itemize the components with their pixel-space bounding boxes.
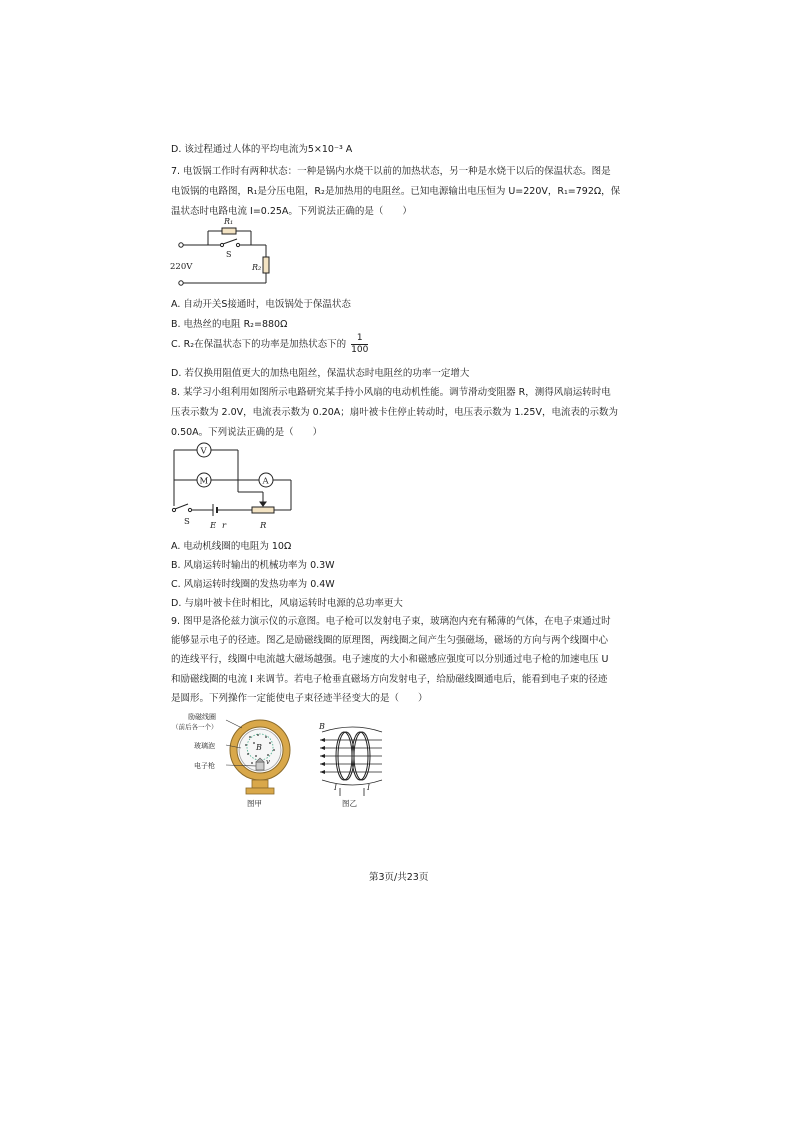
fraction-numerator: 1 (351, 333, 368, 345)
label-coil: 励磁线圈 (188, 713, 216, 721)
q8-switch-label: S (184, 517, 190, 527)
q7-r2-label: R₂ (252, 263, 262, 272)
fig-a-v-symbol: v (266, 758, 270, 766)
fig-b-caption: 图乙 (342, 799, 357, 808)
emf-label: E (210, 521, 217, 531)
q7-line: 温状态时电路电流 I=0.25A。下列说法正确的是（ ） (171, 206, 412, 217)
fig-a-caption: 图甲 (247, 799, 262, 808)
prev-option-d: D. 该过程通过人体的平均电流为5×10⁻³ A (171, 144, 353, 155)
q8-option-a: A. 电动机线圈的电阻为 10Ω (171, 541, 292, 552)
page-number: 第3页/共23页 (369, 872, 429, 883)
internal-resistance-label: r (222, 521, 227, 531)
q9-line: 是圆形。下列操作一定能使电子束径迹半径变大的是（ ） (171, 692, 428, 704)
q8-line: 压表示数为 2.0V，电流表示数为 0.20A；扇叶被卡住停止转动时，电压表示数为 1.25V，电流表的示数为 (171, 407, 618, 418)
q7-option-c-fraction (351, 333, 368, 356)
q7-option-b: B. 电热丝的电阻 R₂=880Ω (171, 319, 288, 330)
q8-option-b: B. 风扇运转时输出的机械功率为 0.3W (171, 560, 335, 571)
fig-b-i-left: I (334, 783, 337, 792)
voltmeter-symbol: V (200, 446, 207, 457)
q8-option-c: C. 风扇运转时线圈的发热功率为 0.4W (171, 579, 335, 590)
q8-line: 0.50A。下列说法正确的是（ ） (171, 427, 323, 438)
question-9-stem (171, 612, 611, 708)
q7-voltage-label: 220V (170, 262, 193, 272)
q7-option-d: D. 若仅换用阻值更大的加热电阻丝，保温状态时电阻丝的功率一定增大 (171, 368, 470, 379)
fig-a-b-symbol: B (256, 743, 262, 752)
q9-line: 9. 图甲是洛伦兹力演示仪的示意图。电子枪可以发射电子束，玻璃泡内充有稀薄的气体，在电子束通过时 (171, 616, 611, 627)
rheostat-label: R (260, 521, 267, 531)
q7-circuit-diagram (166, 213, 286, 291)
question-8-stem (171, 383, 618, 443)
q7-option-a: A. 自动开关S接通时，电饭锅处于保温状态 (171, 299, 351, 310)
q7-option-c-text: C. R₂在保温状态下的功率是加热状态下的 (171, 339, 347, 350)
q9-line: 和励磁线圈的电流 I 来调节。若电子枪垂直磁场方向发射电子，给励磁线圈通电后，能看到电子束的径迹 (171, 673, 608, 685)
label-coil-note: （前后各一个） (172, 723, 218, 731)
q7-switch-label: S (226, 250, 232, 259)
q8-circuit-diagram (166, 440, 298, 532)
q8-option-d: D. 与扇叶被卡住时相比，风扇运转时电源的总功率更大 (171, 598, 403, 609)
label-bulb: 玻璃泡 (194, 742, 215, 750)
fig-a-lorentz-demo (170, 710, 302, 810)
q7-line: 电饭锅的电路图，R₁是分压电阻，R₂是加热用的电阻丝。已知电源输出电压恒为 U=220V，R₁=792Ω，保 (171, 186, 621, 197)
ammeter-symbol: A (262, 476, 269, 487)
q7-r1-label: R₁ (224, 217, 234, 226)
fig-b-helmholtz-coils (316, 718, 386, 810)
q7-option-c (171, 333, 370, 356)
fig-b-b-symbol: B (319, 722, 325, 731)
motor-symbol: M (199, 476, 209, 487)
q9-line: 能够显示电子的径迹。图乙是励磁线圈的原理图，两线圈之间产生匀强磁场，磁场的方向与两个线圈中心 (171, 635, 609, 647)
fraction-denominator: 100 (351, 345, 369, 355)
q8-line: 8. 某学习小组利用如图所示电路研究某手持小风扇的电动机性能。调节滑动变阻器 R，测得风扇运转时电 (171, 387, 611, 398)
label-gun: 电子枪 (194, 762, 215, 770)
q9-line: 的连线平行，线圈中电流越大磁场越强。电子速度的大小和磁感应强度可以分别通过电子枪的加速电压 U (171, 654, 609, 666)
fig-b-i-right: I (367, 783, 370, 792)
q7-line: 7. 电饭锅工作时有两种状态：一种是锅内水烧干以前的加热状态，另一种是水烧干以后的保温状态。图是 (171, 166, 611, 177)
